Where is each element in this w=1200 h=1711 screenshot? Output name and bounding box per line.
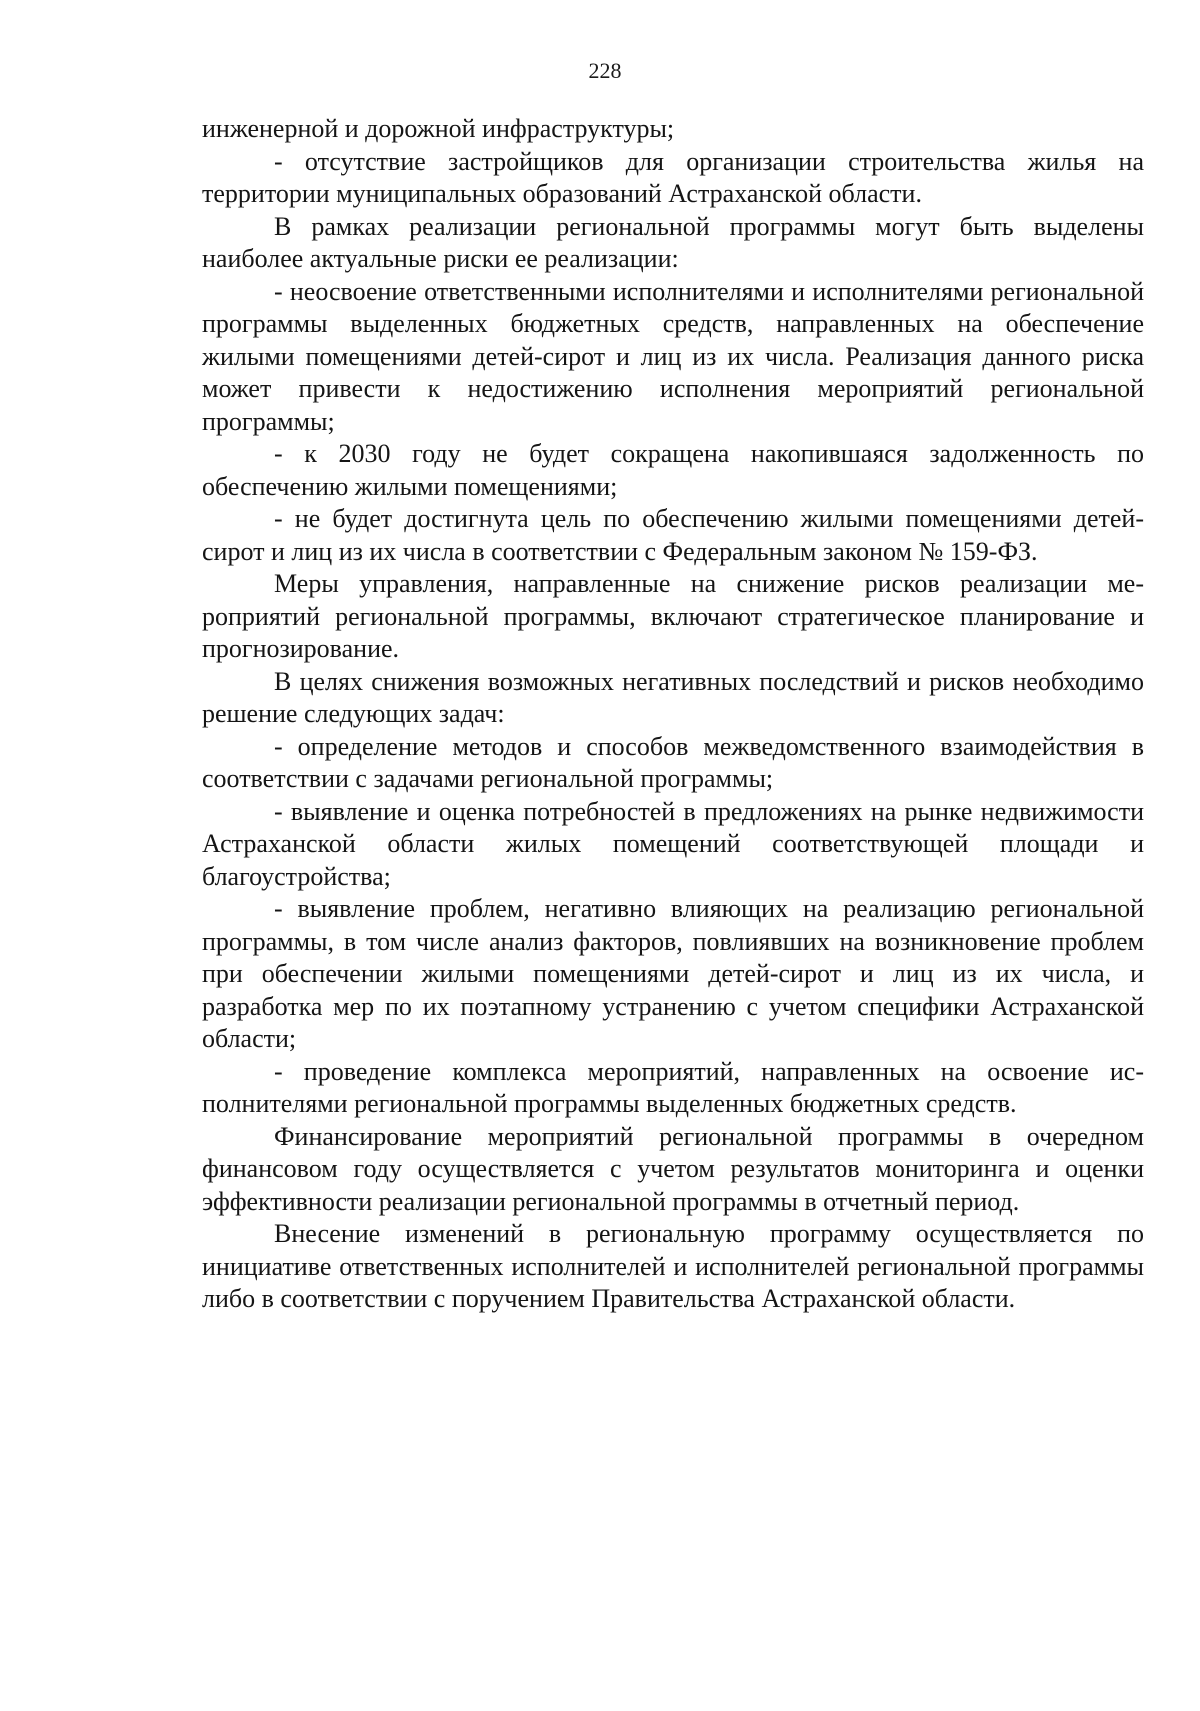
paragraph: - выявление проблем, негативно влияющих на реализацию региональной программы, в том числе анализ факторов, повлиявших на возникновение проблем при обеспечении жилыми помещениями детей-сирот и лиц из их числа, и разработка мер по их поэтапному устранению с учетом специфики Астраханской области; bbox=[202, 894, 1144, 1053]
paragraph: Финансирование мероприятий региональной программы в очередном финансовом году осуществляется с учетом результатов мониторинга и оценки эффективности реализации региональной программы в отчетный период. bbox=[202, 1121, 1144, 1216]
paragraph: - определение методов и способов межведомственного взаимодействия в соответствии с задачами региональной программы; bbox=[202, 731, 1144, 793]
paragraph: - проведение комплекса мероприятий, направленных на освоение исполнителями региональной программы выделенных бюджетных средств. bbox=[202, 1056, 1144, 1118]
paragraph: - выявление и оценка потребностей в предложениях на рынке недвижимости Астраханской области жилых помещений соответствующей площади и благоустройства; bbox=[202, 796, 1144, 891]
paragraph: инженерной и дорожной инфраструктуры; bbox=[202, 114, 675, 143]
page-number: 228 bbox=[588, 58, 622, 83]
paragraph: В рамках реализации региональной программы могут быть выделены наиболее актуальные риски ее реализации: bbox=[202, 211, 1144, 273]
paragraph: В целях снижения возможных негативных последствий и рисков необходимо решение следующих задач: bbox=[202, 666, 1144, 728]
paragraph: - к 2030 году не будет сокращена накопившаяся задолженность по обеспечению жилыми помещениями; bbox=[202, 439, 1144, 501]
body-text bbox=[202, 113, 1144, 1316]
paragraph: - не будет достигнута цель по обеспечению жилыми помещениями детей-сирот и лиц из их числа в соответствии с Федеральным законом № 159-ФЗ. bbox=[202, 504, 1144, 566]
paragraph: Меры управления, направленные на снижение рисков реализации мероприятий региональной программы, включают стратегическое планирование и прогнозирование. bbox=[202, 569, 1144, 663]
paragraph: - неосвоение ответственными исполнителями и исполнителями региональной программы выделенных бюджетных средств, направленных на обеспечение жилыми помещениями детей-сирот и лиц из их числа. Реализация данного риска может привести к недостижению исполнения мероприятий региональной программы; bbox=[202, 276, 1144, 436]
paragraph: Внесение изменений в региональную программу осуществляется по инициативе ответственных исполнителей и исполнителей региональной программы либо в соответствии с поручением Правительства Астраханской области. bbox=[202, 1219, 1144, 1313]
paragraph: - отсутствие застройщиков для организации строительства жилья на территории муниципальных образований Астраханской области. bbox=[202, 146, 1144, 208]
